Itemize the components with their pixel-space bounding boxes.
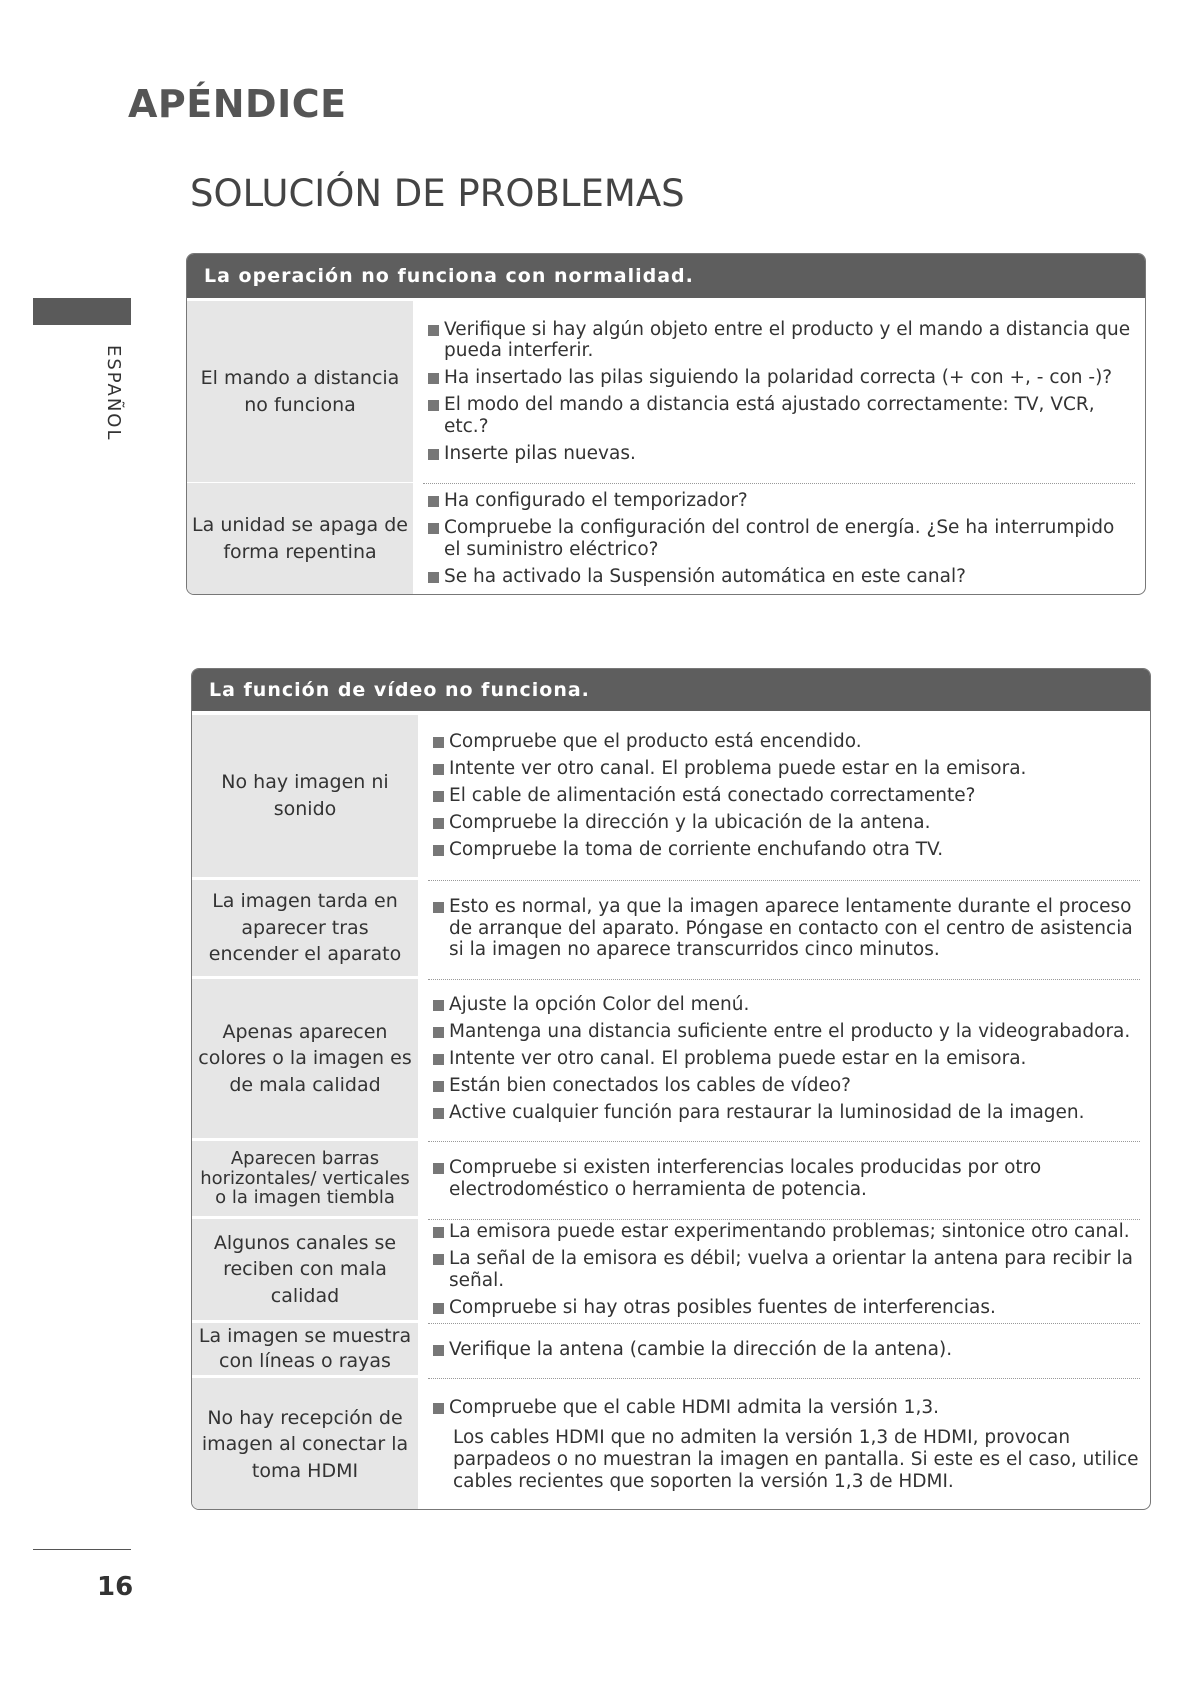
solution-item: Compruebe que el cable HDMI admita la versión 1,3. <box>428 1397 1140 1419</box>
solution-item: Ha configurado el temporizador? <box>423 490 1135 512</box>
solution-item: Ajuste la opción Color del menú. <box>428 994 1140 1016</box>
problem-cause: Algunos canales se reciben con mala calidad <box>192 1219 418 1320</box>
solution-item: Inserte pilas nuevas. <box>423 443 1135 465</box>
problem-cause: La imagen tarda en aparecer tras encender el aparato <box>192 880 418 976</box>
solution-item: Compruebe la toma de corriente enchufando otra TV. <box>428 839 1140 861</box>
side-tab-marker <box>33 298 131 325</box>
solution-item: Ha insertado las pilas siguiendo la polaridad correcta (+ con +, - con -)? <box>423 367 1135 389</box>
table-row <box>187 483 1145 594</box>
footer-rule <box>33 1549 131 1550</box>
problem-cause: La unidad se apaga de forma repentina <box>187 483 413 594</box>
problem-solutions <box>428 979 1140 1138</box>
problem-solutions <box>428 880 1140 976</box>
solution-item: Compruebe la configuración del control de energía. ¿Se ha interrumpido el suministro eléctrico? <box>423 517 1135 561</box>
solution-item: Se ha activado la Suspensión automática en este canal? <box>423 566 1135 588</box>
problem-cause: La imagen se muestra con líneas o rayas <box>192 1323 418 1375</box>
problem-solutions <box>428 1219 1140 1320</box>
problem-cause: Apenas aparecen colores o la imagen es de mala calidad <box>192 979 418 1138</box>
problem-solutions <box>428 1323 1140 1375</box>
solution-note: Los cables HDMI que no admiten la versión 1,3 de HDMI, provocan parpadeos o no muestran la imagen en pantalla. Si este es el caso, utilice cables recientes que soporten la versión 1,3 de HDMI. <box>453 1427 1139 1492</box>
table-row <box>192 1378 1150 1510</box>
appendix-title: APÉNDICE <box>128 82 347 126</box>
solution-item: Intente ver otro canal. El problema puede estar en la emisora. <box>428 758 1140 780</box>
problem-cause: No hay imagen ni sonido <box>192 715 418 877</box>
page-title: SOLUCIÓN DE PROBLEMAS <box>190 172 685 215</box>
solution-item: El modo del mando a distancia está ajustado correctamente: TV, VCR, etc.? <box>423 394 1135 438</box>
table-row <box>192 880 1150 976</box>
problem-cause: No hay recepción de imagen al conectar la toma HDMI <box>192 1378 418 1510</box>
solution-item: La señal de la emisora es débil; vuelva a orientar la antena para recibir la señal. <box>428 1248 1140 1292</box>
solution-item: Compruebe la dirección y la ubicación de la antena. <box>428 812 1140 834</box>
solution-item: Verifique la antena (cambie la dirección de la antena). <box>428 1339 1140 1361</box>
troubleshooting-table-operation <box>186 253 1146 595</box>
solution-item: Están bien conectados los cables de vídeo? <box>428 1075 1140 1097</box>
table-row <box>192 1219 1150 1320</box>
solution-item: Verifique si hay algún objeto entre el producto y el mando a distancia que pueda interferir. <box>423 319 1135 363</box>
solution-item: Mantenga una distancia suficiente entre el producto y la videograbadora. <box>428 1021 1140 1043</box>
problem-solutions <box>423 483 1135 594</box>
problem-solutions <box>428 1378 1140 1510</box>
table-row <box>192 1141 1150 1216</box>
solution-item: La emisora puede estar experimentando problemas; sintonice otro canal. <box>428 1221 1140 1243</box>
solution-item: El cable de alimentación está conectado correctamente? <box>428 785 1140 807</box>
table-header: La función de vídeo no funciona. <box>192 669 1150 711</box>
table-row <box>192 1323 1150 1375</box>
problem-cause: Aparecen barras horizontales/ verticales o la imagen tiembla <box>192 1141 418 1216</box>
table-row <box>192 715 1150 877</box>
solution-item: Active cualquier función para restaurar la luminosidad de la imagen. <box>428 1102 1140 1124</box>
problem-cause: El mando a distancia no funciona <box>187 301 413 482</box>
table-row <box>187 301 1145 482</box>
table-header: La operación no funciona con normalidad. <box>187 254 1145 298</box>
solution-item: Esto es normal, ya que la imagen aparece lentamente durante el proceso de arranque del aparato. Póngase en contacto con el centro de asistencia si la imagen no aparece transcurridos cinco minutos. <box>428 896 1140 961</box>
solution-item: Compruebe si hay otras posibles fuentes de interferencias. <box>428 1297 1140 1319</box>
problem-solutions <box>428 1141 1140 1216</box>
problem-solutions <box>423 301 1135 482</box>
solution-item: Compruebe que el producto está encendido. <box>428 731 1140 753</box>
language-side-label: ESPAÑOL <box>103 345 124 442</box>
page-number: 16 <box>97 1572 134 1602</box>
problem-solutions <box>428 715 1140 877</box>
troubleshooting-table-video <box>191 668 1151 1510</box>
table-row <box>192 979 1150 1138</box>
solution-item: Intente ver otro canal. El problema puede estar en la emisora. <box>428 1048 1140 1070</box>
solution-item: Compruebe si existen interferencias locales producidas por otro electrodoméstico o herramienta de potencia. <box>428 1157 1140 1201</box>
